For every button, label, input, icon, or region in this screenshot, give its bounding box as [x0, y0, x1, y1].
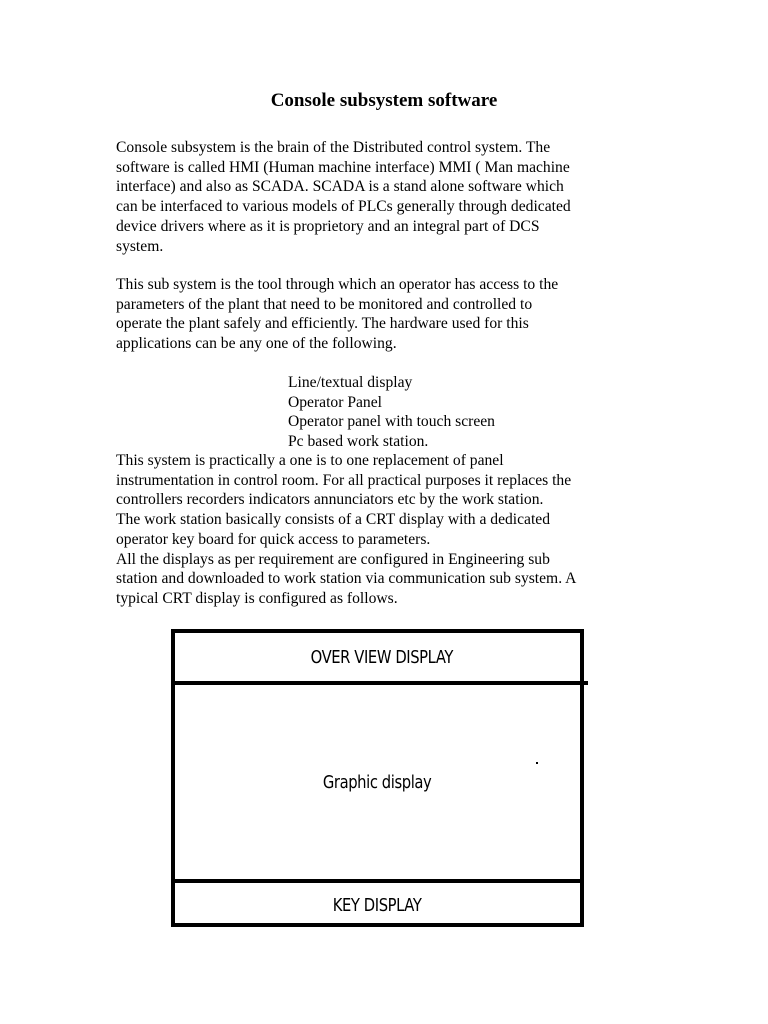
page-title: Console subsystem software [270, 90, 498, 111]
text-line: operator key board for quick access to parameters. [116, 530, 431, 548]
hardware-options-list [288, 373, 495, 452]
overview-display-section [175, 633, 588, 685]
list-item: Pc based work station. [288, 433, 429, 451]
stray-dot [536, 762, 538, 764]
text-line: All the displays as per requirement are configured in Engineering sub [116, 550, 550, 568]
text-line: operate the plant safely and efficiently. The hardware used for this [116, 315, 529, 333]
key-display-label: KEY DISPLAY [333, 894, 422, 916]
text-line: device drivers where as it is proprietory and an integral part of DCS [116, 217, 540, 235]
text-line: typical CRT display is configured as follows. [116, 589, 398, 607]
text-line: This sub system is the tool through which an operator has access to the [116, 276, 559, 293]
text-line: The work station basically consists of a CRT display with a dedicated [116, 511, 551, 529]
text-line: system. [116, 237, 164, 255]
key-display-section [175, 879, 580, 927]
graphic-display-section [175, 685, 580, 879]
text-line: Console subsystem is the brain of the Distributed control system. The [116, 139, 551, 156]
crt-display-diagram [171, 629, 584, 927]
list-item: Line/textual display [288, 374, 413, 391]
text-line: software is called HMI (Human machine interface) MMI ( Man machine [116, 158, 570, 176]
text-line: This system is practically a one is to one replacement of panel [116, 452, 504, 469]
overview-display-label: OVER VIEW DISPLAY [310, 646, 453, 668]
text-line: can be interfaced to various models of PLCs generally through dedicated [116, 198, 571, 216]
tool-paragraph [116, 275, 558, 354]
list-item: Operator panel with touch screen [288, 413, 495, 431]
text-line: interface) and also as SCADA. SCADA is a stand alone software which [116, 178, 564, 196]
text-line: applications can be any one of the following. [116, 335, 397, 353]
text-line: station and downloaded to work station via communication sub system. A [116, 570, 577, 588]
intro-paragraph [116, 138, 571, 256]
graphic-display-label: Graphic display [323, 771, 432, 793]
text-line: parameters of the plant that need to be monitored and controlled to [116, 295, 533, 313]
workstation-paragraph [116, 451, 576, 609]
list-item: Operator Panel [288, 393, 382, 411]
text-line: controllers recorders indicators annunciators etc by the work station. [116, 491, 544, 509]
text-line: instrumentation in control room. For all practical purposes it replaces the [116, 471, 572, 489]
